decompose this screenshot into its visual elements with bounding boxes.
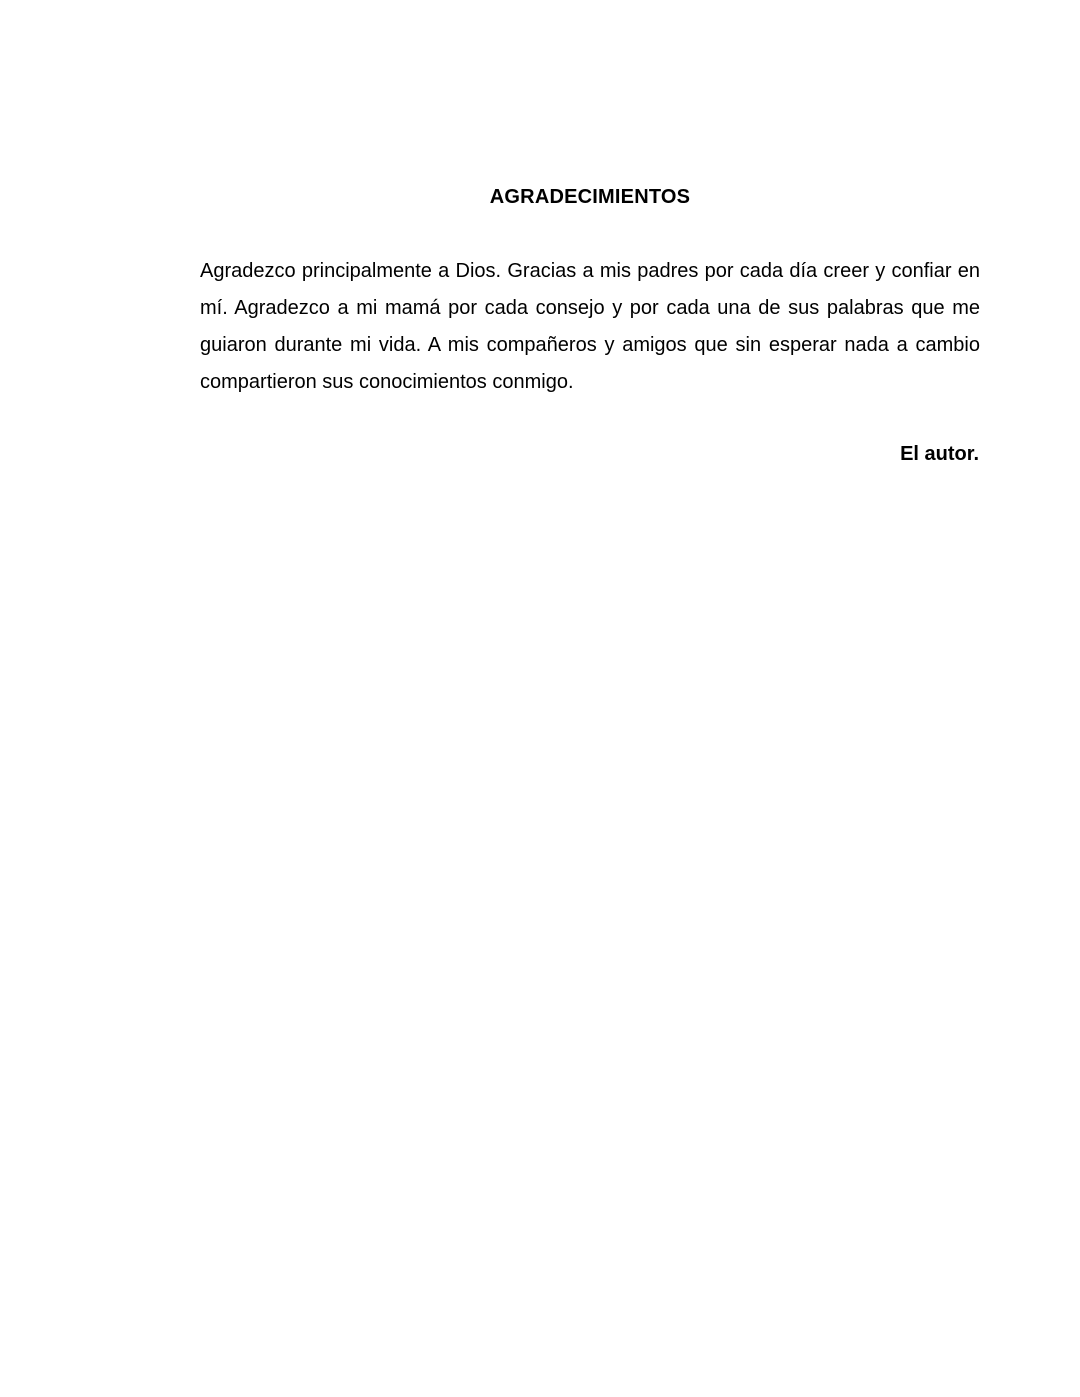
page-title: AGRADECIMIENTOS — [489, 186, 691, 208]
author-signature: El autor. — [900, 443, 979, 465]
acknowledgements-paragraph: Agradezco principalmente a Dios. Gracias a mis padres por cada día creer y confiar en mí. Agradezco a mi mamá por cada consejo y por cada una de sus palabras que me guiaron durante mi vida. A mis compañeros y amigos que sin esperar nada a cambio compartieron sus conocimientos conmigo. — [200, 260, 980, 393]
